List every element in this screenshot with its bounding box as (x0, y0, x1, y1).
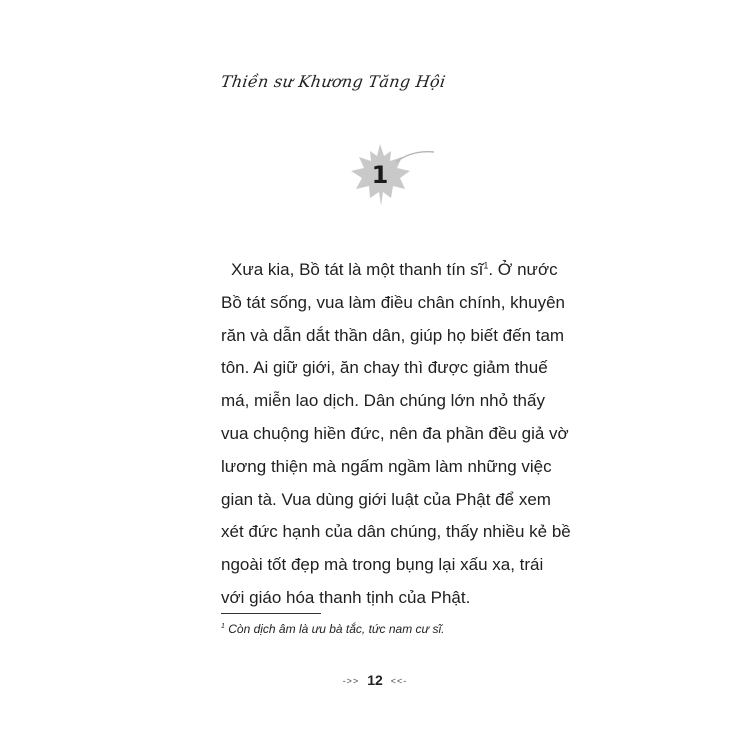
footnote-mark: 1 (221, 623, 225, 630)
body-line: Bồ tát sống, vua làm điều chân chính, khuyên (221, 292, 566, 312)
footnote-text: Còn dịch âm là ưu bà tắc, tức nam cư sĩ. (224, 622, 445, 636)
footnote (221, 622, 444, 636)
body-line: tôn. Ai giữ giới, ăn chay thì được giảm thuế (221, 358, 548, 378)
running-head: Thiền sư Khương Tăng Hội (219, 72, 447, 91)
chapter-number: 1 (371, 161, 389, 189)
body-text (221, 254, 571, 615)
right-arrows-ornament: <<- (390, 676, 408, 686)
body-line: răn và dẫn dắt thần dân, giúp họ biết đến tam (221, 325, 565, 345)
page-number: 12 (367, 672, 383, 688)
footnote-reference: 1 (483, 260, 489, 271)
body-line: lương thiện mà ngấm ngầm làm những việc (221, 456, 552, 476)
body-line: xét đức hạnh của dân chúng, thấy nhiều kẻ bề (221, 522, 571, 542)
body-line (221, 254, 558, 287)
body-line: ngoài tốt đẹp mà trong bụng lại xấu xa, trái (221, 555, 544, 575)
body-line: với giáo hóa thanh tịnh của Phật. (221, 587, 471, 607)
body-line-text: . Ở nước (488, 260, 558, 279)
footnote-divider (221, 613, 321, 614)
page-footer (0, 672, 750, 688)
body-line: gian tà. Vua dùng giới luật của Phật để xem (221, 489, 551, 509)
body-line: vua chuộng hiền đức, nên đa phần đều giả vờ (221, 423, 569, 443)
body-line-text: Xưa kia, Bồ tát là một thanh tín sĩ (231, 260, 484, 279)
left-arrows-ornament: ->> (342, 676, 360, 686)
chapter-badge (344, 140, 436, 212)
body-line: má, miễn lao dịch. Dân chúng lớn nhỏ thấy (221, 391, 545, 411)
